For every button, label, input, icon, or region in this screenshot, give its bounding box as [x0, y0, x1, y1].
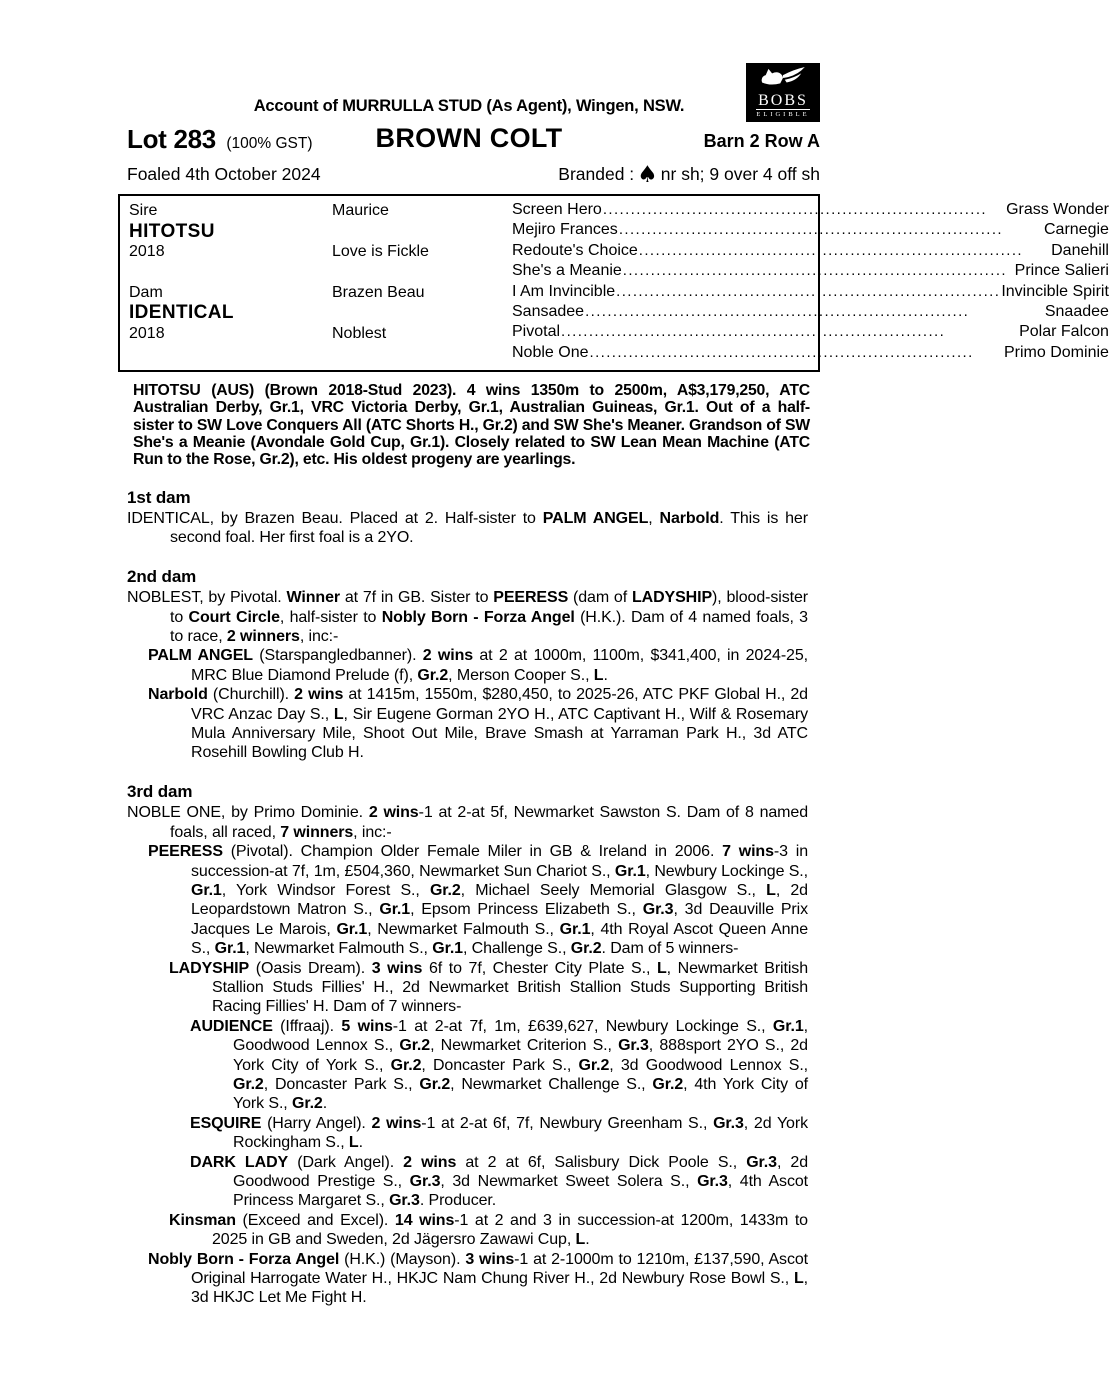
- grandparent-name: Redoute's Choice: [512, 241, 638, 259]
- great-grandparent-name: Invincible Spirit: [1001, 282, 1109, 300]
- bobs-logo-text: BOBS: [758, 92, 808, 109]
- pedigree-leader-row: [512, 242, 1109, 262]
- pedigree-leader-row: [512, 283, 1109, 303]
- lot-number: Lot 283: [127, 124, 216, 154]
- pedigree-table: [118, 194, 1109, 372]
- sire-label: Sire: [129, 202, 158, 220]
- spacer: [332, 262, 512, 282]
- grandparent-name: Noble One: [512, 343, 589, 361]
- leader-dots: [639, 242, 1050, 259]
- branded-label: Branded :: [558, 164, 635, 184]
- dam-of-dam: Noblest: [332, 324, 387, 342]
- dam-heading-2nd: 2nd dam: [127, 566, 197, 586]
- grandparent-name: Mejiro Frances: [512, 221, 618, 239]
- pedigree-entry-palm-angel: PALM ANGEL (Starspangledbanner). 2 wins at 2 at 1000m, 1100m, $341,400, in 2024-25, MRC Blue Diamond Prelude (f), Gr.2, Merson Cooper S., L.: [148, 647, 808, 684]
- dam-name: IDENTICAL: [129, 302, 234, 324]
- pedigree-entry-kinsman: Kinsman (Exceed and Excel). 14 wins-1 at 2 and 3 in succession-at 1200m, 1433m to 2025 in GB and Sweden, 2d Jägersro Zawawi Cup, L.: [169, 1211, 808, 1249]
- great-grandparent-name: Prince Salieri: [1014, 262, 1109, 280]
- lot-header-row: [118, 122, 820, 155]
- pedigree-entry-nobly-born: Nobly Born - Forza Angel (H.K.) (Mayson). 3 wins-1 at 2-1000m to 1210m, £137,590, Ascot Original Harrogate Water H., HKJC Nam Chung River H., 2d Newbury Rose Bowl S., L, 3d HKJC Let Me Fight H.: [148, 1250, 808, 1307]
- foaled-row: [118, 161, 820, 188]
- leader-dots: [561, 323, 1018, 340]
- pedigree-entry-esquire: ESQUIRE (Harry Angel). 2 wins-1 at 2-at 6f, 7f, Newbury Greenham S., Gr.3, 2d York Rockingham S., L.: [190, 1114, 808, 1152]
- pedigree-text-block: [127, 488, 808, 1308]
- leader-dots: [619, 221, 1043, 238]
- pedigree-entry-audience: AUDIENCE (Iffraaj). 5 wins-1 at 2-at 7f, 1m, £639,627, Newbury Lockinge S., Gr.1, Goodwood Lennox S., Gr.2, Newmarket Criterion S., Gr.3, 888sport 2YO S., 2d York City of York S., Gr.2, Doncaster Park S., Gr.2, 3d Goodwood Lennox S., Gr.2, Doncaster Park S., Gr.2, Newmarket Challenge S., Gr.2, 4th York City of York S., Gr.2.: [190, 1017, 809, 1113]
- leader-dots: [616, 283, 1000, 300]
- dam-of-sire: Love is Fickle: [332, 242, 429, 260]
- great-grandparent-name: Carnegie: [1043, 221, 1109, 239]
- dam-heading-3rd: 3rd dam: [127, 781, 193, 801]
- brand-mark-icon: ♠: [637, 161, 658, 188]
- great-grandparent-name: Snaadee: [1044, 302, 1109, 320]
- pedigree-entry-narbold: Narbold (Churchill). 2 wins at 1415m, 1550m, $280,450, to 2025-26, ATC PKF Global H., 2d VRC Anzac Day S., L, Sir Eugene Gorman 2YO H., ATC Captivant H., Wilf & Rosemary Mula Anniversary Mile, Shoot Out Mile, Brave Smash at Yarraman Park H., 3d ATC Rosehill Bowling Club H.: [148, 686, 808, 762]
- foaled-date: Foaled 4th October 2024: [127, 164, 321, 184]
- sire-summary: HITOTSU (AUS) (Brown 2018-Stud 2023). 4 wins 1350m to 2500m, A$3,179,250, ATC Australian Derby, Gr.1, VRC Victoria Derby, Gr.1, Australian Guineas, Gr.1. Out of a half-sister to SW Love Conquers All (ATC Shorts H., Gr.2) and SW She's Meaner. Grandson of SW She's a Meanie (Avondale Gold Cup, Gr.1). Closely related to SW Lean Mean Machine (ATC Run to the Rose, Gr.2), etc. His oldest progeny are yearlings.: [133, 382, 810, 469]
- dam-label: Dam: [129, 283, 163, 301]
- spacer: [332, 344, 512, 364]
- sire-of-sire: Maurice: [332, 202, 389, 220]
- branded-line: [558, 161, 820, 188]
- great-grandparent-name: Grass Wonder: [1006, 201, 1109, 218]
- pedigree-entry-identical: IDENTICAL, by Brazen Beau. Placed at 2. Half-sister to PALM ANGEL, Narbold. This is her second foal. Her first foal is a 2YO.: [127, 510, 808, 547]
- spacer: [129, 262, 332, 282]
- branded-description: nr sh; 9 over 4 off sh: [660, 164, 820, 184]
- leader-dots: [603, 201, 1005, 218]
- sire-name: HITOTSU: [129, 220, 215, 242]
- spacer: [332, 221, 512, 241]
- grandparent-name: She's a Meanie: [512, 262, 622, 280]
- spacer: [332, 303, 512, 323]
- grandparent-name: Screen Hero: [512, 201, 602, 218]
- grandparent-name: I Am Invincible: [512, 282, 616, 300]
- pedigree-column-parents: [332, 201, 512, 364]
- pedigree-column-grandparents: [512, 201, 1109, 364]
- pedigree-leader-row: [512, 344, 1109, 364]
- pedigree-leader-row: [512, 303, 1109, 323]
- great-grandparent-name: Danehill: [1051, 241, 1109, 259]
- great-grandparent-name: Polar Falcon: [1019, 323, 1109, 341]
- leader-dots: [590, 344, 1004, 361]
- bobs-logo-subtext: ELIGIBLE: [756, 111, 810, 118]
- dam-year: 2018: [129, 324, 165, 342]
- pedigree-entry-peeress: PEERESS (Pivotal). Champion Older Female Miler in GB & Ireland in 2006. 7 wins-3 in succession-at 7f, 1m, £504,360, Newmarket Sun Chariot S., Gr.1, Newbury Lockinge S., Gr.1, York Windsor Forest S., Gr.2, Michael Seely Memorial Glasgow S., L, 2d Leopardstown Matron S., Gr.1, Epsom Princess Elizabeth S., Gr.3, 3d Deauville Prix Jacques Le Marois, Gr.1, Newmarket Falmouth S., Gr.1, 4th Royal Ascot Queen Anne S., Gr.1, Newmarket Falmouth S., Gr.1, Challenge S., Gr.2. Dam of 5 winners-: [148, 843, 809, 958]
- pedigree-entry-noblest: NOBLEST, by Pivotal. Winner at 7f in GB. Sister to PEERESS (dam of LADYSHIP), blood-sister to Court Circle, half-sister to Nobly Born - Forza Angel (H.K.). Dam of 4 named foals, 3 to race, 2 winners, inc:-: [127, 589, 808, 646]
- gst-note: (100% GST): [226, 135, 313, 152]
- catalogue-page: [118, 0, 1109, 1308]
- account-line: Account of MURRULLA STUD (As Agent), Wingen, NSW.: [253, 97, 685, 115]
- pedigree-leader-row: [512, 262, 1109, 282]
- barn-location: Barn 2 Row A: [703, 131, 820, 151]
- pedigree-entry-ladyship: LADYSHIP (Oasis Dream). 3 wins 6f to 7f, Chester City Plate S., L, Newmarket British Stallion Studs Fillies' H., 2d Newmarket British Stallion Studs Supporting British Racing Fillies' H. Dam of 7 winners-: [169, 959, 809, 1016]
- sire-year: 2018: [129, 242, 165, 260]
- pedigree-entry-dark-lady: DARK LADY (Dark Angel). 2 wins at 2 at 6f, Salisbury Dick Poole S., Gr.3, 2d Goodwood Prestige S., Gr.3, 3d Newmarket Sweet Solera S., Gr.3, 4th Ascot Princess Margaret S., Gr.3. Producer.: [190, 1153, 808, 1210]
- page-title: BROWN COLT: [375, 123, 563, 153]
- leader-dots: [585, 303, 1044, 320]
- pedigree-entry-noble-one: NOBLE ONE, by Primo Dominie. 2 wins-1 at 2-at 5f, Newmarket Sawston S. Dam of 8 named foals, all raced, 7 winners, inc:-: [127, 804, 808, 841]
- grandparent-name: Sansadee: [512, 302, 585, 320]
- sire-of-dam: Brazen Beau: [332, 283, 425, 301]
- pedigree-leader-row: [512, 221, 1109, 241]
- dam-heading-1st: 1st dam: [127, 487, 191, 507]
- lot-group: [127, 124, 313, 155]
- pedigree-leader-row: [512, 323, 1109, 343]
- pedigree-leader-row: [512, 201, 1109, 221]
- grandparent-name: Pivotal: [512, 323, 561, 341]
- great-grandparent-name: Primo Dominie: [1004, 343, 1109, 361]
- spacer: [129, 344, 332, 364]
- leader-dots: [623, 262, 1014, 279]
- pedigree-column-subject: [129, 201, 332, 364]
